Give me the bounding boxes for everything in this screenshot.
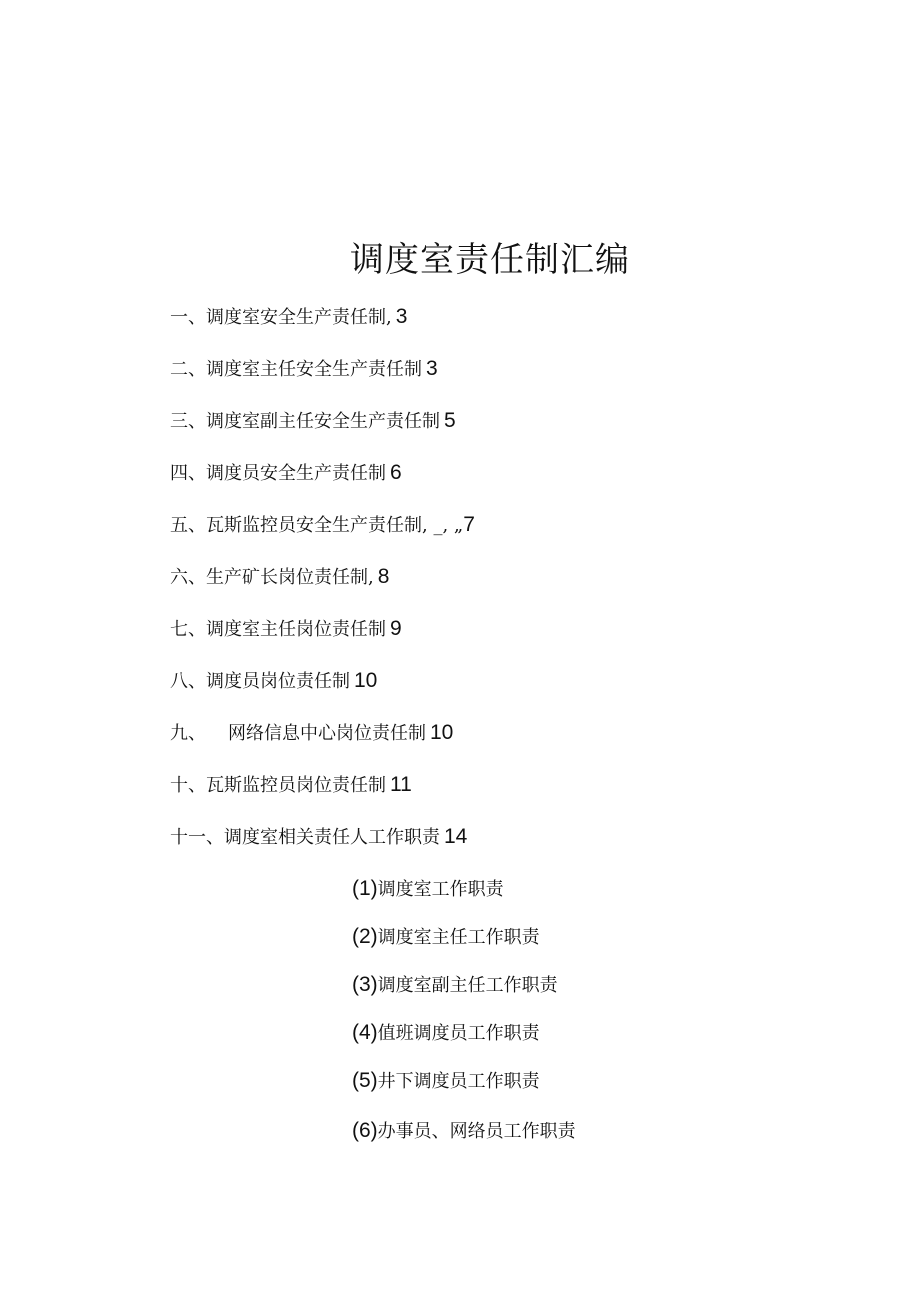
sub-item-marker: (2) bbox=[352, 925, 378, 948]
toc-entry bbox=[170, 770, 412, 800]
toc-number: 十、 bbox=[170, 775, 206, 796]
toc-entry bbox=[170, 458, 402, 488]
toc-entry bbox=[170, 614, 402, 644]
toc-number: 五、 bbox=[170, 515, 206, 536]
toc-page-number: 5 bbox=[444, 409, 456, 432]
sub-item-text: 办事员、网络员工作职责 bbox=[377, 1121, 576, 1142]
sub-item-marker: (3) bbox=[352, 973, 378, 996]
toc-page-number: 3 bbox=[395, 305, 408, 328]
toc-page-number: 3 bbox=[426, 357, 438, 380]
sub-item bbox=[352, 1018, 540, 1048]
sub-item-marker: (4) bbox=[352, 1021, 378, 1044]
toc-entry bbox=[170, 718, 453, 748]
toc-text: 调度室主任安全生产责任制 bbox=[206, 359, 422, 380]
toc-text: 调度室相关责任人工作职责 bbox=[224, 827, 440, 848]
toc-page-number: 11 bbox=[390, 773, 412, 796]
toc-text: 调度员岗位责任制 bbox=[206, 671, 350, 692]
toc-text: 瓦斯监控员安全生产责任制, _, „ bbox=[206, 515, 464, 536]
toc-entry bbox=[170, 562, 389, 592]
toc-page-number: 8 bbox=[377, 565, 390, 588]
toc-text: 瓦斯监控员岗位责任制 bbox=[206, 775, 386, 796]
toc-entry bbox=[170, 354, 438, 384]
toc-number: 七、 bbox=[170, 619, 206, 640]
toc-entry bbox=[170, 822, 467, 852]
toc-text: 网络信息中心岗位责任制 bbox=[228, 723, 426, 744]
sub-item bbox=[352, 874, 504, 904]
toc-entry bbox=[170, 406, 456, 436]
sub-item-text: 调度室副主任工作职责 bbox=[377, 975, 558, 996]
sub-item bbox=[352, 1116, 576, 1146]
sub-item-text: 调度室主任工作职责 bbox=[377, 927, 540, 948]
sub-item-text: 值班调度员工作职责 bbox=[377, 1023, 540, 1044]
sub-item bbox=[352, 1066, 540, 1096]
toc-number: 一、 bbox=[170, 307, 206, 328]
toc-page-number: 7 bbox=[463, 513, 475, 536]
toc-text: 生产矿长岗位责任制, bbox=[206, 567, 374, 588]
toc-page-number: 10 bbox=[430, 721, 454, 744]
toc-number: 九、 bbox=[170, 723, 206, 744]
toc-entry bbox=[170, 510, 475, 540]
sub-item-text: 井下调度员工作职责 bbox=[377, 1071, 540, 1092]
toc-text: 调度室安全生产责任制, bbox=[206, 307, 392, 328]
toc-number: 四、 bbox=[170, 463, 206, 484]
toc-page-number: 10 bbox=[354, 669, 378, 692]
toc-number: 八、 bbox=[170, 671, 206, 692]
sub-item-marker: (6) bbox=[352, 1119, 378, 1142]
sub-item-text: 调度室工作职责 bbox=[377, 879, 504, 900]
toc-text: 调度员安全生产责任制 bbox=[206, 463, 386, 484]
sub-item-marker: (5) bbox=[352, 1069, 378, 1092]
toc-text: 调度室副主任安全生产责任制 bbox=[206, 411, 440, 432]
toc-number: 三、 bbox=[170, 411, 206, 432]
toc-page-number: 9 bbox=[390, 617, 402, 640]
toc-page-number: 6 bbox=[390, 461, 402, 484]
toc-number: 二、 bbox=[170, 359, 206, 380]
toc-text: 调度室主任岗位责任制 bbox=[206, 619, 386, 640]
toc-entry bbox=[170, 666, 377, 696]
toc-number: 十一、 bbox=[170, 827, 224, 848]
toc-entry bbox=[170, 302, 407, 332]
sub-item bbox=[352, 922, 540, 952]
sub-item-marker: (1) bbox=[352, 877, 378, 900]
toc-page-number: 14 bbox=[444, 825, 468, 848]
document-title: 调度室责任制汇编 bbox=[350, 240, 630, 280]
sub-item bbox=[352, 970, 558, 1000]
toc-number: 六、 bbox=[170, 567, 206, 588]
